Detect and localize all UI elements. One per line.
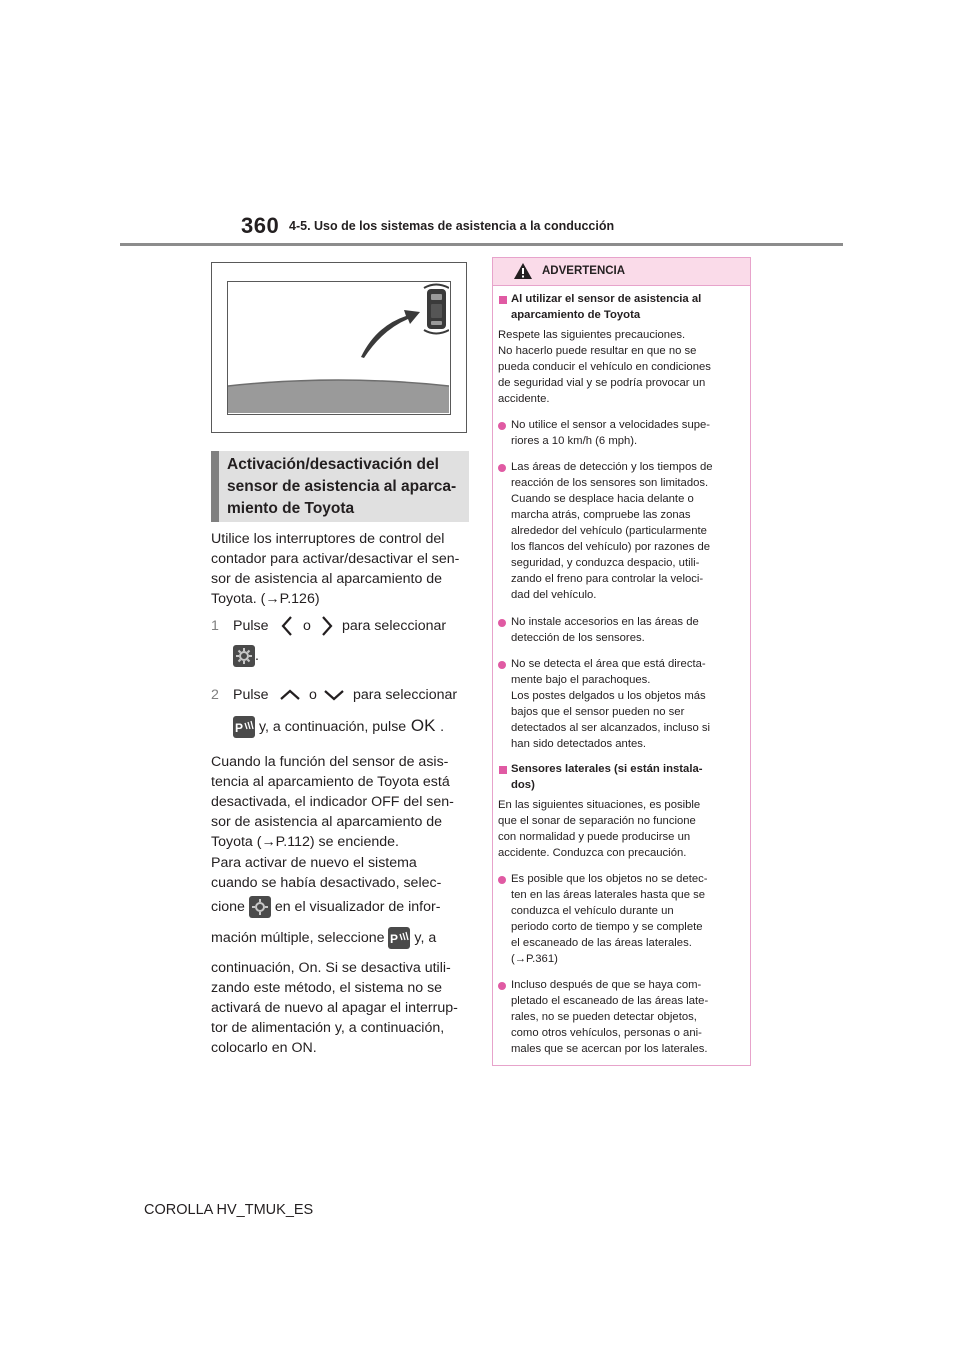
section-title: 4-5. Uso de los sistemas de asistencia a la conducción	[289, 219, 615, 233]
bullet-dot-icon	[498, 464, 506, 472]
header-divider	[120, 243, 843, 246]
chevron-up-icon	[280, 689, 300, 701]
svg-text:P: P	[390, 932, 399, 946]
display-screen	[227, 281, 451, 415]
step-2-icon-line: P y, a continuación, pulse OK .	[233, 716, 473, 738]
warning-bullet-6: Incluso después de que se haya com- pletado el escaneado de las áreas late- rales, no se pueden detectar objetos, como otros vehículos, personas o ani- males que se acercan por los laterales.	[511, 979, 709, 1055]
warning-bullet-5: Es posible que los objetos no se detec- ten en las áreas laterales hasta que se conduzca el vehículo durante un periodo corto de tiempo y se complete el escaneado de las áreas laterales. (→P.361)	[511, 873, 708, 965]
svg-text:P: P	[235, 721, 244, 736]
chevron-left-icon	[281, 616, 293, 636]
warning-section-2-intro: En las siguientes situaciones, es posible que el sonar de separación no funcione con normalidad y puede producirse un accidente. Conduzca con precaución.	[498, 799, 701, 859]
off-indicator-paragraph: Cuando la función del sensor de asis- tencia al aparcamiento de Toyota está desactivada, el indicador OFF del sen- sor de asistencia al aparcamiento de Toyota (→P.112) se enciende.	[211, 754, 454, 850]
reactivate-line4: mación múltiple, seleccione P y, a	[211, 927, 473, 949]
warning-section-2-title: Sensores laterales (si están instala- dos)	[511, 763, 703, 791]
warning-box	[492, 257, 751, 1066]
warning-bullet-2: Las áreas de detección y los tiempos de reacción de los sensores son limitados. Cuando se desplace hacia delante o marcha atrás, compruebe las zonas alrededor del vehículo (particularmente los flancos del vehículo) por razones de seguridad, y conduzca despacio, utili- zando el freno para controlar la veloci- dad del vehículo.	[511, 461, 713, 601]
bullet-dot-icon	[498, 619, 506, 627]
footer-model-code: COROLLA HV_TMUK_ES	[144, 1202, 314, 1218]
subheading-title: Activación/desactivación del sensor de asistencia al aparca- miento de Toyota	[227, 456, 457, 517]
intro-paragraph: Utilice los interruptores de control del contador para activar/desactivar el sen- sor de asistencia al aparcamiento de Toyota. (→P.126)	[211, 531, 460, 607]
display-illustration	[211, 262, 467, 433]
warning-triangle-icon	[513, 262, 533, 280]
bullet-dot-icon	[498, 982, 506, 990]
chevron-right-icon	[321, 616, 333, 636]
warning-bullet-1: No utilice el sensor a velocidades supe- riores a 10 km/h (6 mph).	[511, 419, 711, 447]
warning-bullet-3: No instale accesorios en las áreas de detección de los sensores.	[511, 616, 699, 644]
chevron-down-icon	[324, 689, 344, 701]
page-number: 360	[241, 213, 280, 238]
step-1: 1 Pulse o para seleccionar	[211, 618, 447, 634]
step-1-icon-line: .	[233, 645, 259, 667]
arrow-icon	[361, 310, 420, 358]
section-square-icon	[499, 766, 507, 774]
step-2: 2 Pulse o para seleccionar	[211, 687, 458, 703]
reactivate-paragraph-a: Para activar de nuevo el sistema cuando se había desactivado, selec-	[211, 855, 442, 891]
warning-section-1-title: Al utilizar el sensor de asistencia al aparcamiento de Toyota	[511, 293, 702, 321]
reactivate-line3: cione en el visualizador de infor-	[211, 896, 473, 918]
warning-title: ADVERTENCIA	[542, 265, 626, 277]
parking-sensor-icon	[233, 716, 255, 738]
warning-header	[493, 258, 750, 286]
reactivate-paragraph-b: continuación, On. Si se desactiva utili- zando este método, el sistema no se activará de nuevo al apagar el interrup- tor de alimentación y, a continuación, colocarlo en ON.	[211, 960, 458, 1056]
bullet-dot-icon	[498, 661, 506, 669]
bullet-dot-icon	[498, 876, 506, 884]
bullet-dot-icon	[498, 422, 506, 430]
ok-button-icon: OK	[410, 716, 436, 735]
subheading-box	[211, 451, 469, 522]
settings-gear-icon	[249, 896, 271, 918]
section-square-icon	[499, 296, 507, 304]
warning-bullet-4: No se detecta el área que está directa- mente bajo el parachoques. Los postes delgados u los objetos más bajos que el sensor pueden no ser detectados al ser alcanzados, incluso si han sido detectados antes.	[511, 658, 711, 750]
parking-sensor-icon	[388, 927, 410, 949]
car-sensor-icon	[424, 285, 449, 334]
display-graphic	[228, 282, 449, 413]
settings-gear-icon	[233, 645, 255, 667]
warning-section-1-intro: Respete las siguientes precauciones. No hacerlo puede resultar en que no se pueda conducir el vehículo en condiciones de seguridad vial y se podría provocar un accidente.	[498, 329, 711, 405]
